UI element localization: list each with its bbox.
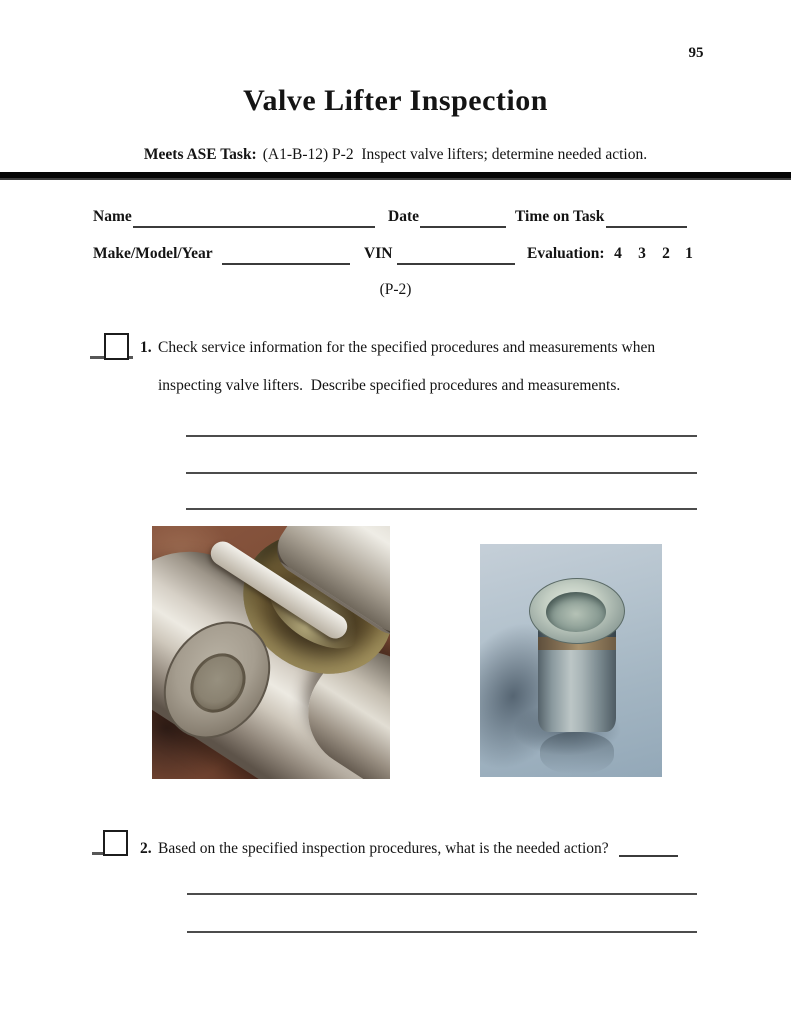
question1-text-line2: inspecting valve lifters. Describe specified procedures and measurements. xyxy=(158,377,621,394)
question2-number: 2. xyxy=(140,840,152,857)
time-on-task-blank xyxy=(606,226,687,228)
date-label: Date xyxy=(388,208,419,225)
question1-checkbox xyxy=(104,333,129,360)
evaluation-label: Evaluation: xyxy=(527,245,605,262)
question2-inline-blank xyxy=(619,855,678,857)
question1-answer-line-1 xyxy=(186,435,697,437)
vin-blank xyxy=(397,263,515,265)
question2-answer-line-2 xyxy=(187,931,697,933)
priority-code: (P-2) xyxy=(379,281,412,298)
evaluation-value-2: 2 xyxy=(662,245,670,262)
make-model-year-label: Make/Model/Year xyxy=(93,245,213,262)
question1-answer-line-2 xyxy=(186,472,697,474)
question2-checkbox xyxy=(103,830,128,856)
lifter-pushrod-cup-shape xyxy=(546,592,606,632)
vin-label: VIN xyxy=(364,245,393,262)
question2-answer-line-1 xyxy=(187,893,697,895)
name-label: Name xyxy=(93,208,132,225)
question2-text: Based on the specified inspection procedures, what is the needed action? xyxy=(158,840,609,857)
evaluation-value-1: 1 xyxy=(685,245,693,262)
roller-valve-lifter-photo xyxy=(152,526,390,779)
evaluation-value-3: 3 xyxy=(638,245,646,262)
lifter-reflection xyxy=(540,732,614,774)
make-model-year-blank xyxy=(222,263,350,265)
date-blank xyxy=(420,226,506,228)
evaluation-value-4: 4 xyxy=(614,245,622,262)
question1-number: 1. xyxy=(140,339,152,356)
question1-answer-line-3 xyxy=(186,508,697,510)
ase-task-line xyxy=(0,146,791,164)
name-blank xyxy=(133,226,375,228)
header-divider-rule xyxy=(0,172,791,180)
ase-task-label: Meets ASE Task: xyxy=(143,146,257,163)
hydraulic-valve-lifter-photo xyxy=(480,544,662,777)
page-number: 95 xyxy=(688,45,704,61)
time-on-task-label: Time on Task xyxy=(515,208,605,225)
ase-task-text: (A1-B-12) P-2 Inspect valve lifters; determine needed action. xyxy=(262,146,648,163)
question1-text-line1: Check service information for the specified procedures and measurements when xyxy=(158,339,656,356)
page-title: Valve Lifter Inspection xyxy=(243,84,548,117)
